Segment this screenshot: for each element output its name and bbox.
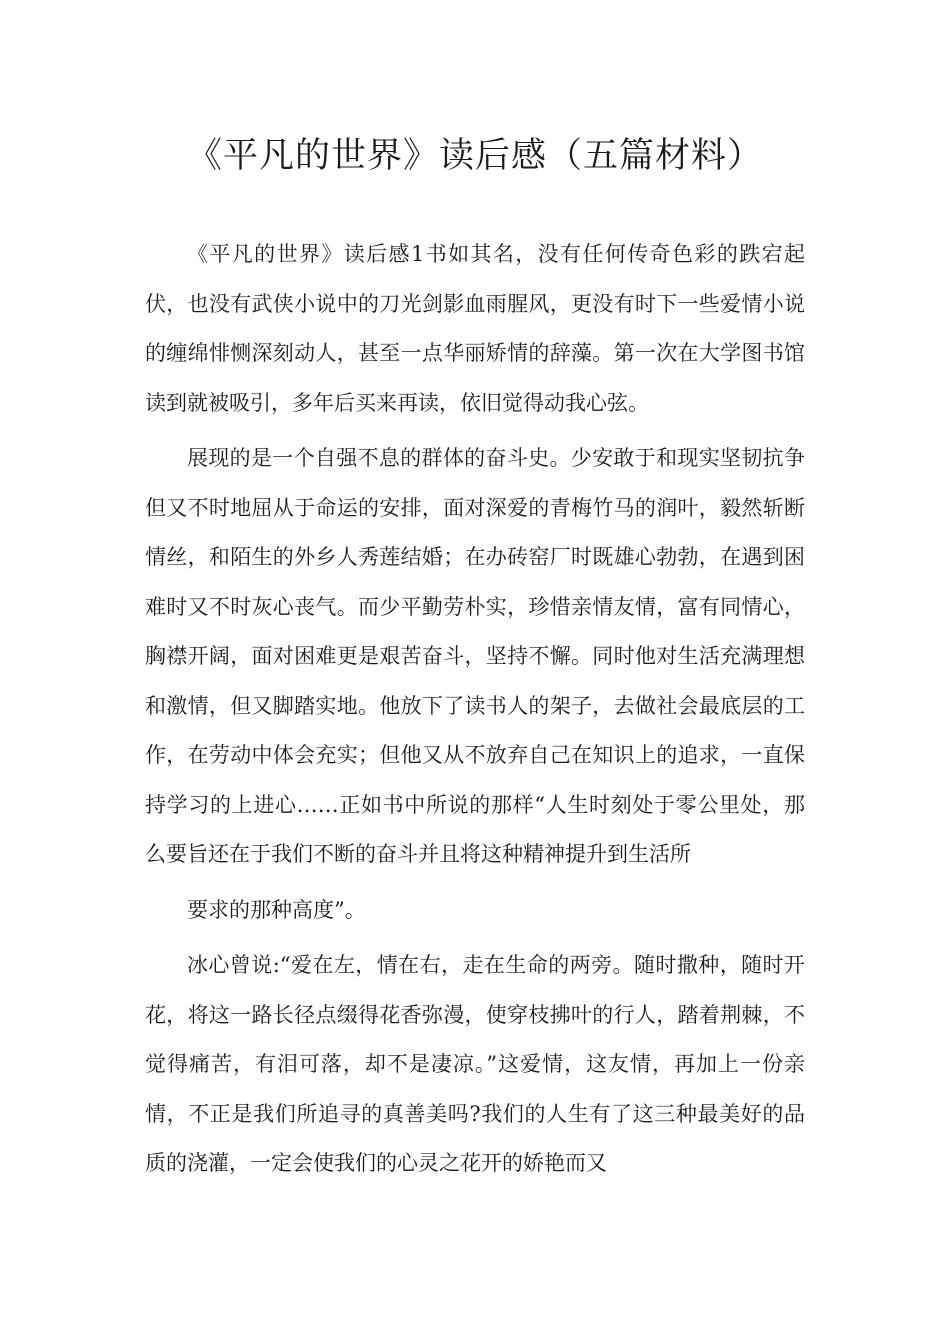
paragraph-1: 《平凡的世界》读后感1书如其名，没有任何传奇色彩的跌宕起伏，也没有武侠小说中的刀光剑影血雨腥风，更没有时下一些爱情小说的缠绵悱恻深刻动人，甚至一点华丽矫情的辞藻。第一次在大学图书馆读到就被吸引，多年后买来再读，依旧觉得动我心弦。 bbox=[145, 242, 805, 415]
paragraph-3: 要求的那种高度”。 bbox=[187, 897, 366, 922]
paragraph-2: 展现的是一个自强不息的群体的奋斗史。少安敢于和现实坚韧抗争但又不时地屈从于命运的安排，面对深爱的青梅竹马的润叶，毅然斩断情丝，和陌生的外乡人秀莲结婚；在办砖窑厂时既雄心勃勃，在遇到困难时又不时灰心丧气。而少平勤劳朴实，珍惜亲情友情，富有同情心，胸襟开阔，面对困难更是艰苦奋斗，坚持不懈。同时他对生活充满理想和激情，但又脚踏实地。他放下了读书人的架子，去做社会最底层的工作，在劳动中体会充实；但他又从不放弃自己在知识上的追求，一直保持学习的上进心……正如书中所说的那样“人生时刻处于零公里处，那么要旨还在于我们不断的奋斗并且将这种精神提升到生活所 bbox=[145, 446, 805, 866]
document-body bbox=[145, 230, 805, 1195]
paragraph-4: 冰心曾说:“爱在左，情在右，走在生命的两旁。随时撒种，随时开花，将这一路长径点缀得花香弥漫，使穿枝拂叶的行人，踏着荆棘，不觉得痛苦，有泪可落，却不是凄凉。”这爱情，这友情，再加上一份亲情，不正是我们所追寻的真善美吗?我们的人生有了这三种最美好的品质的浇灌，一定会使我们的心灵之花开的娇艳而又 bbox=[145, 953, 805, 1175]
document-title: 《平凡的世界》读后感（五篇材料） bbox=[186, 136, 763, 176]
